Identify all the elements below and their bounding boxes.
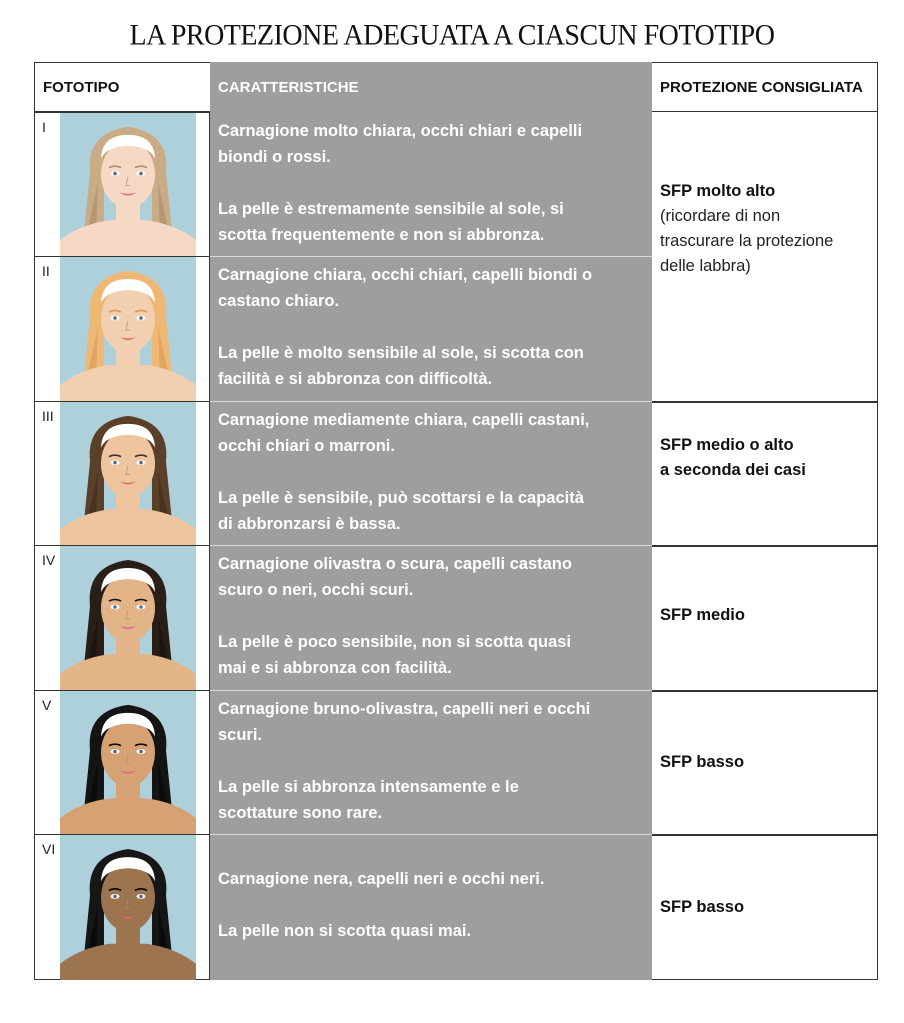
fototipo-number: IV [42, 552, 56, 568]
fototipo-number: III [42, 408, 54, 424]
description-line: scuro o neri, occhi scuri. [218, 581, 414, 599]
caratteristiche-cell [210, 401, 652, 545]
description-line: La pelle è sensibile, può scottarsi e la capacità [218, 489, 584, 507]
caratteristiche-cell [210, 545, 652, 690]
description-line: La pelle è poco sensibile, non si scotta quasi [218, 633, 572, 651]
fototipo-cell [34, 545, 210, 690]
protection-note-line: (ricordare di non [660, 206, 781, 225]
header-caratteristiche: CARATTERISTICHE [210, 62, 652, 112]
protezione-cell [652, 112, 878, 401]
caratteristiche-cell [210, 256, 652, 401]
header-protezione: PROTEZIONE CONSIGLIATA [652, 62, 878, 112]
description-line: scottature sono rare. [218, 804, 383, 822]
fototipo-number: II [42, 263, 50, 279]
protezione-cell [652, 401, 878, 545]
page-title: LA PROTEZIONE ADEGUATA A CIASCUN FOTOTIPO [129, 19, 775, 52]
description-line: La pelle è molto sensibile al sole, si scotta con [218, 344, 584, 362]
portrait-image [60, 113, 196, 256]
description-line: occhi chiari o marroni. [218, 437, 395, 455]
description-line: Carnagione chiara, occhi chiari, capelli biondi o [218, 266, 593, 284]
fototipo-table [34, 62, 878, 980]
protection-note-line: delle labbra) [660, 256, 751, 275]
caratteristiche-cell [210, 690, 652, 834]
description-line: La pelle non si scotta quasi mai. [218, 922, 472, 940]
portrait-image [60, 835, 196, 980]
portrait-image [60, 546, 196, 690]
description-sensitivity [218, 485, 642, 537]
description-line: castano chiaro. [218, 292, 340, 310]
description-line: Carnagione olivastra o scura, capelli castano [218, 555, 572, 573]
description-sensitivity [218, 629, 642, 681]
description-line: La pelle si abbronza intensamente e le [218, 778, 519, 796]
caratteristiche-cell [210, 834, 652, 980]
portrait-image [60, 257, 196, 401]
description-appearance [218, 262, 642, 314]
description-line: Carnagione bruno-olivastra, capelli neri e occhi [218, 700, 591, 718]
description-line: Carnagione nera, capelli neri e occhi neri. [218, 870, 545, 888]
description-line: Carnagione mediamente chiara, capelli castani, [218, 411, 590, 429]
caratteristiche-cell [210, 112, 652, 256]
description-appearance [218, 407, 642, 459]
description-line: scuri. [218, 726, 263, 744]
fototipo-number: V [42, 697, 52, 713]
row-divider [210, 834, 652, 835]
portrait-image [60, 691, 196, 834]
protection-level: SFP molto alto [660, 181, 776, 200]
description-line: scotta frequentemente e non si abbronza. [218, 226, 545, 244]
header-fototipo: FOTOTIPO [34, 62, 210, 112]
row-divider [210, 545, 652, 546]
row-divider [210, 401, 652, 402]
fototipo-number: I [42, 119, 46, 135]
fototipo-cell [34, 690, 210, 834]
description-appearance [218, 551, 642, 603]
protection-level: SFP basso [660, 752, 745, 771]
description-line: biondi o rossi. [218, 148, 331, 166]
row-divider [210, 690, 652, 691]
fototipo-cell [34, 834, 210, 980]
protection-note-line: trascurare la protezione [660, 231, 834, 250]
description-sensitivity [218, 918, 642, 944]
description-line: La pelle è estremamente sensibile al sole, si [218, 200, 564, 218]
fototipo-cell [34, 256, 210, 401]
protection-level-detail: a seconda dei casi [660, 461, 806, 479]
protezione-cell [652, 834, 878, 980]
description-line: mai e si abbronza con facilità. [218, 659, 452, 677]
protection-level: SFP medio o alto [660, 436, 794, 454]
description-line: di abbronzarsi è bassa. [218, 515, 401, 533]
description-line: Carnagione molto chiara, occhi chiari e capelli [218, 122, 583, 140]
description-sensitivity [218, 774, 642, 826]
fototipo-cell [34, 401, 210, 545]
description-line: facilità e si abbronza con difficoltà. [218, 370, 493, 388]
fototipo-number: VI [42, 841, 56, 857]
description-appearance [218, 696, 642, 748]
protezione-cell [652, 545, 878, 690]
fototipo-cell [34, 112, 210, 256]
protezione-cell [652, 690, 878, 834]
protection-level: SFP medio [660, 606, 745, 624]
description-sensitivity [218, 340, 642, 392]
description-appearance [218, 118, 642, 170]
protection-level: SFP basso [660, 897, 745, 916]
description-sensitivity [218, 196, 642, 248]
portrait-image [60, 402, 196, 545]
row-divider [210, 256, 652, 257]
description-appearance [218, 866, 642, 892]
